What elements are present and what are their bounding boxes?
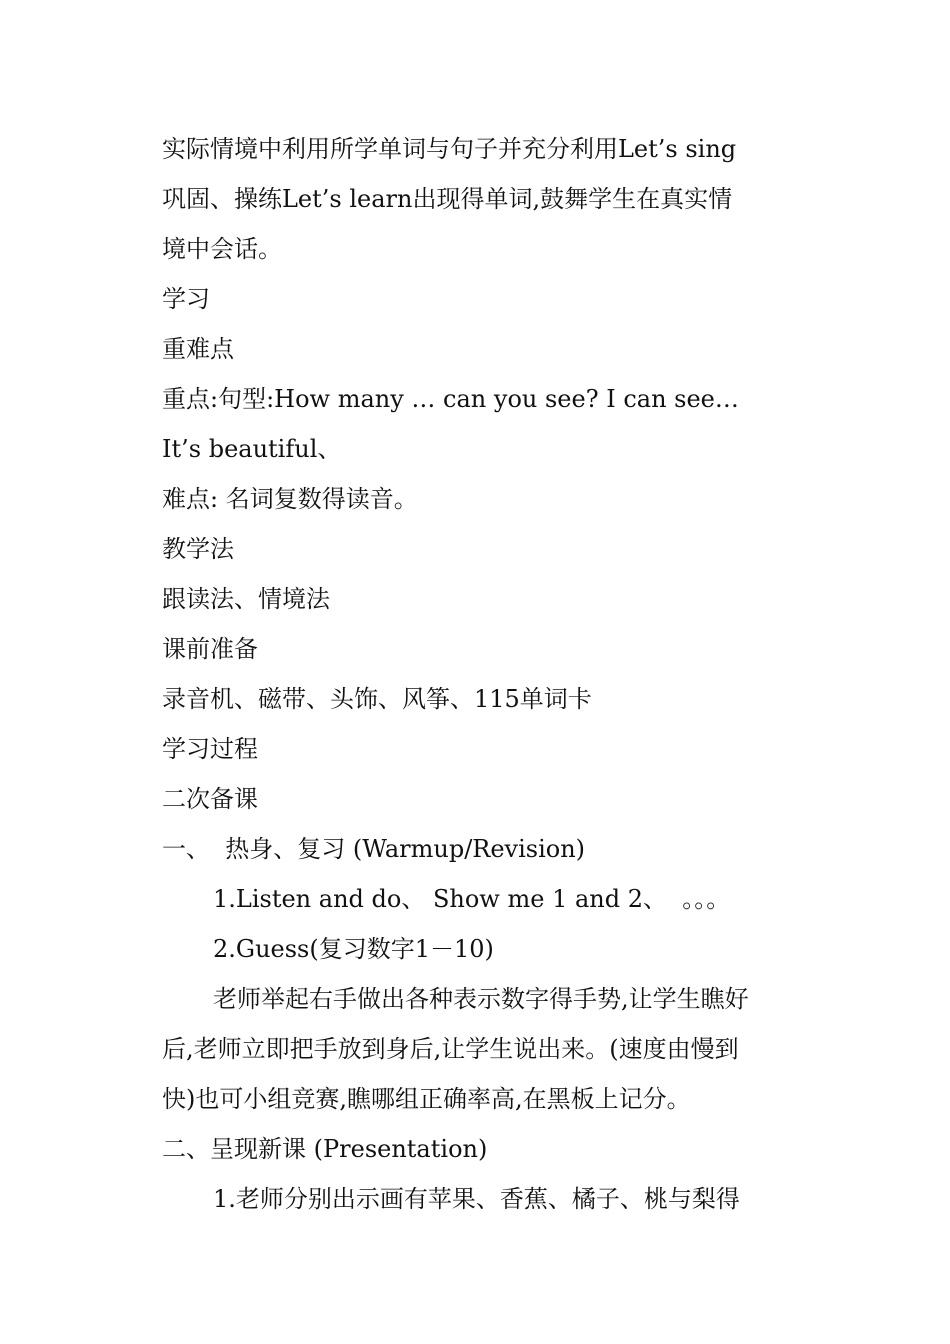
section-heading: 教学法 (162, 535, 234, 563)
paragraph-line: 后,老师立即把手放到身后,让学生说出来。(速度由慢到 (162, 1035, 739, 1063)
section-heading: 课前准备 (162, 635, 258, 663)
section-heading: 学习过程 (162, 735, 258, 763)
paragraph-line: 跟读法、情境法 (162, 585, 330, 613)
paragraph-line: 重点:句型:How many … can you see? I can see… (162, 385, 739, 413)
paragraph-line: 难点: 名词复数得读音。 (162, 485, 418, 513)
section-heading: 重难点 (162, 335, 234, 363)
paragraph-line: 录音机、磁带、头饰、风筝、115单词卡 (162, 685, 592, 713)
section-heading: 学习 (162, 285, 210, 313)
section-heading: 二次备课 (162, 785, 258, 813)
paragraph-line: 快)也可小组竞赛,瞧哪组正确率高,在黑板上记分。 (162, 1085, 691, 1113)
paragraph-line: 老师举起右手做出各种表示数字得手势,让学生瞧好 (213, 985, 749, 1013)
paragraph-line: 境中会话。 (162, 235, 282, 263)
list-item: 2.Guess(复习数字1－10) (213, 935, 494, 963)
paragraph-line: It’s beautiful、 (162, 435, 342, 463)
section-heading: 二、呈现新课 (Presentation) (162, 1135, 488, 1163)
list-item: 1.Listen and do、 Show me 1 and 2、 。。。 (213, 885, 731, 913)
paragraph-line: 巩固、操练Let’s learn出现得单词,鼓舞学生在真实情 (162, 185, 733, 213)
document-body (162, 124, 792, 1224)
list-item: 1.老师分别出示画有苹果、香蕉、橘子、桃与梨得 (213, 1185, 740, 1213)
paragraph-line: 实际情境中利用所学单词与句子并充分利用Let’s sing (162, 135, 737, 163)
section-heading: 一、 热身、复习 (Warmup/Revision) (162, 835, 586, 863)
